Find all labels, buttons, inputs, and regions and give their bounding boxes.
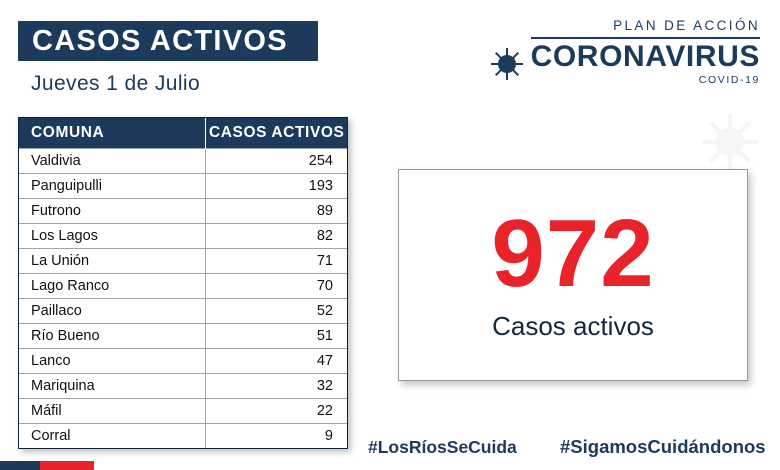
covid-label: COVID-19 — [698, 74, 760, 86]
table-row — [19, 348, 347, 373]
virus-watermark-icon — [700, 112, 760, 172]
cell-comuna: Lago Ranco — [19, 273, 206, 298]
flag-segment-white — [94, 461, 780, 470]
logo-row — [460, 18, 760, 86]
cell-casos: 32 — [206, 373, 347, 398]
total-active-cases-value: 972 — [491, 199, 655, 307]
cell-comuna: Paillaco — [19, 298, 206, 323]
hashtag-sigamos-cuidandonos: #SigamosCuidándonos — [560, 436, 766, 457]
cell-casos: 52 — [206, 298, 347, 323]
cell-comuna: Valdivia — [19, 148, 206, 173]
page-title: CASOS ACTIVOS — [32, 24, 288, 57]
table-row — [19, 173, 347, 198]
cell-comuna: Mariquina — [19, 373, 206, 398]
cell-casos: 82 — [206, 223, 347, 248]
cell-comuna: Máfil — [19, 398, 206, 423]
cell-comuna: Panguipulli — [19, 173, 206, 198]
active-cases-table-container — [18, 117, 348, 449]
cell-casos: 47 — [206, 348, 347, 373]
plan-de-accion-label: PLAN DE ACCIÓN — [613, 18, 760, 33]
active-cases-table — [19, 118, 347, 448]
table-row — [19, 298, 347, 323]
brand-label: CORONAVIRUS — [530, 40, 760, 73]
cell-casos: 71 — [206, 248, 347, 273]
cell-casos: 89 — [206, 198, 347, 223]
cell-casos: 51 — [206, 323, 347, 348]
title-band — [18, 21, 318, 61]
cell-comuna: Los Lagos — [19, 223, 206, 248]
logo-divider — [531, 37, 760, 39]
table-row — [19, 148, 347, 173]
total-active-cases-card — [398, 169, 748, 381]
column-header-casos: CASOS ACTIVOS — [206, 118, 347, 148]
cell-comuna: Corral — [19, 423, 206, 448]
cell-casos: 22 — [206, 398, 347, 423]
flag-segment-blue — [0, 461, 40, 470]
table-row — [19, 198, 347, 223]
coronavirus-logo — [460, 18, 760, 86]
cell-comuna: Futrono — [19, 198, 206, 223]
table-row — [19, 373, 347, 398]
cell-casos: 70 — [206, 273, 347, 298]
table-row — [19, 273, 347, 298]
virus-icon — [491, 48, 523, 80]
date-subtitle: Jueves 1 de Julio — [31, 72, 201, 95]
cell-comuna: La Unión — [19, 248, 206, 273]
column-header-comuna: COMUNA — [19, 118, 206, 148]
flag-segment-red — [40, 461, 94, 470]
cell-casos: 254 — [206, 148, 347, 173]
table-row — [19, 248, 347, 273]
total-active-cases-caption: Casos activos — [492, 311, 654, 342]
table-row — [19, 398, 347, 423]
cell-casos: 9 — [206, 423, 347, 448]
cell-casos: 193 — [206, 173, 347, 198]
cell-comuna: Lanco — [19, 348, 206, 373]
table-row — [19, 223, 347, 248]
flag-accent-bar — [0, 461, 780, 470]
table-row — [19, 323, 347, 348]
cell-comuna: Río Bueno — [19, 323, 206, 348]
table-header-row — [19, 118, 347, 148]
table-row — [19, 423, 347, 448]
hashtag-los-rios-se-cuida: #LosRíosSeCuida — [368, 437, 517, 457]
